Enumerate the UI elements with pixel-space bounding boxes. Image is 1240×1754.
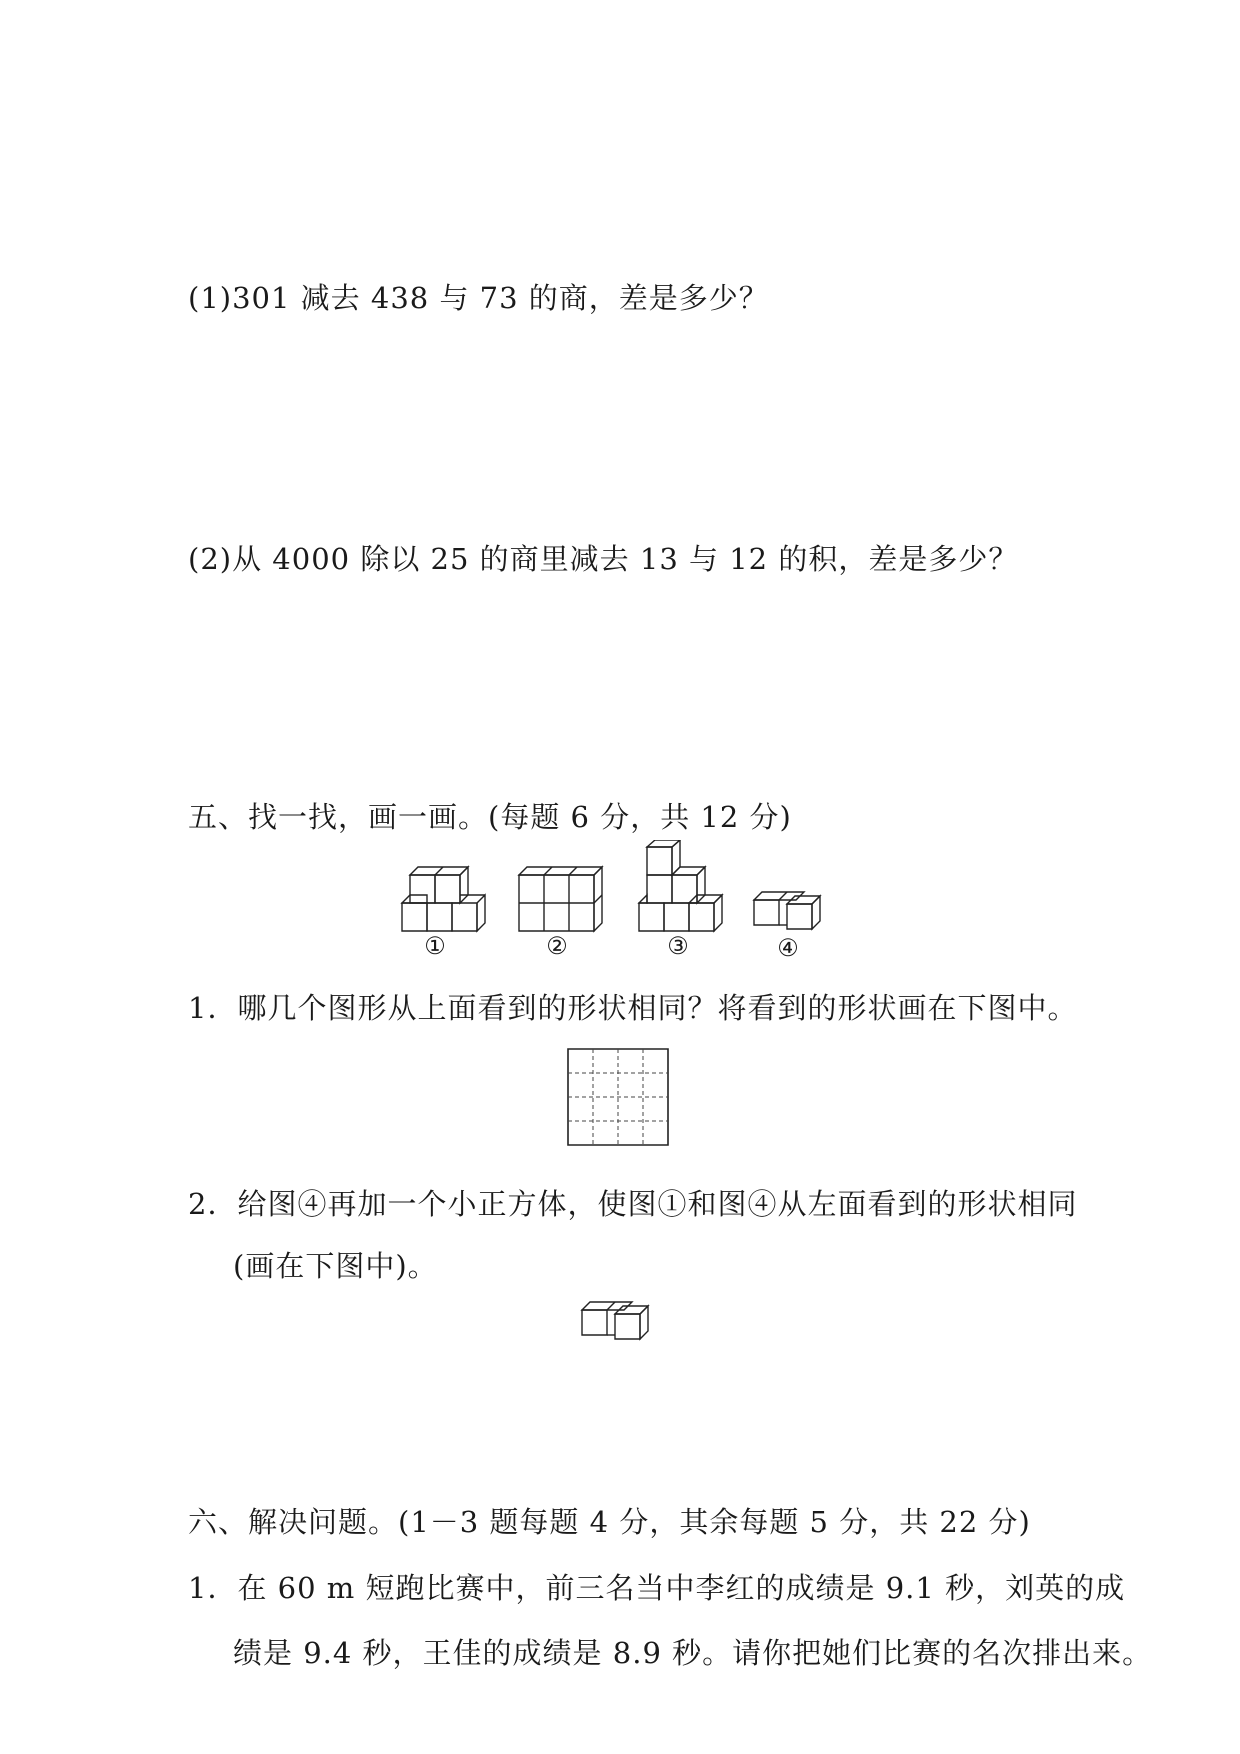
question-4-2: (2)从 4000 除以 25 的商里减去 13 与 12 的积，差是多少？ bbox=[188, 542, 1019, 576]
section-5-heading: 五、找一找，画一画。(每题 6 分，共 12 分) bbox=[188, 800, 792, 834]
section-6-heading: 六、解决问题。(1－3 题每题 4 分，其余每题 5 分，共 22 分) bbox=[188, 1505, 1031, 1539]
cube-figure-3 bbox=[637, 840, 727, 935]
section-5-question-1: 1．哪几个图形从上面看到的形状相同？将看到的形状画在下图中。 bbox=[188, 991, 1078, 1025]
question-4-1: (1)301 减去 438 与 73 的商，差是多少？ bbox=[188, 281, 769, 315]
figure-3-label: ③ bbox=[667, 932, 689, 960]
section-6-question-1-line-1: 1．在 60 m 短跑比赛中，前三名当中李红的成绩是 9.1 秒，刘英的成 bbox=[188, 1571, 1126, 1605]
figure-1-label: ① bbox=[424, 932, 446, 960]
cube-figure-4-copy[interactable] bbox=[580, 1300, 660, 1345]
figure-2-label: ② bbox=[546, 932, 568, 960]
drawing-grid[interactable] bbox=[567, 1048, 671, 1148]
figure-4-label: ④ bbox=[777, 934, 799, 962]
section-5-question-2-line-1: 2．给图④再加一个小正方体，使图①和图④从左面看到的形状相同 bbox=[188, 1187, 1078, 1221]
cube-figure-4 bbox=[752, 890, 832, 935]
section-5-question-2-line-2: (画在下图中)。 bbox=[233, 1249, 438, 1283]
cube-figure-2 bbox=[517, 865, 607, 935]
cube-figure-1 bbox=[400, 865, 490, 935]
section-6-question-1-line-2: 绩是 9.4 秒，王佳的成绩是 8.9 秒。请你把她们比赛的名次排出来。 bbox=[233, 1636, 1153, 1670]
